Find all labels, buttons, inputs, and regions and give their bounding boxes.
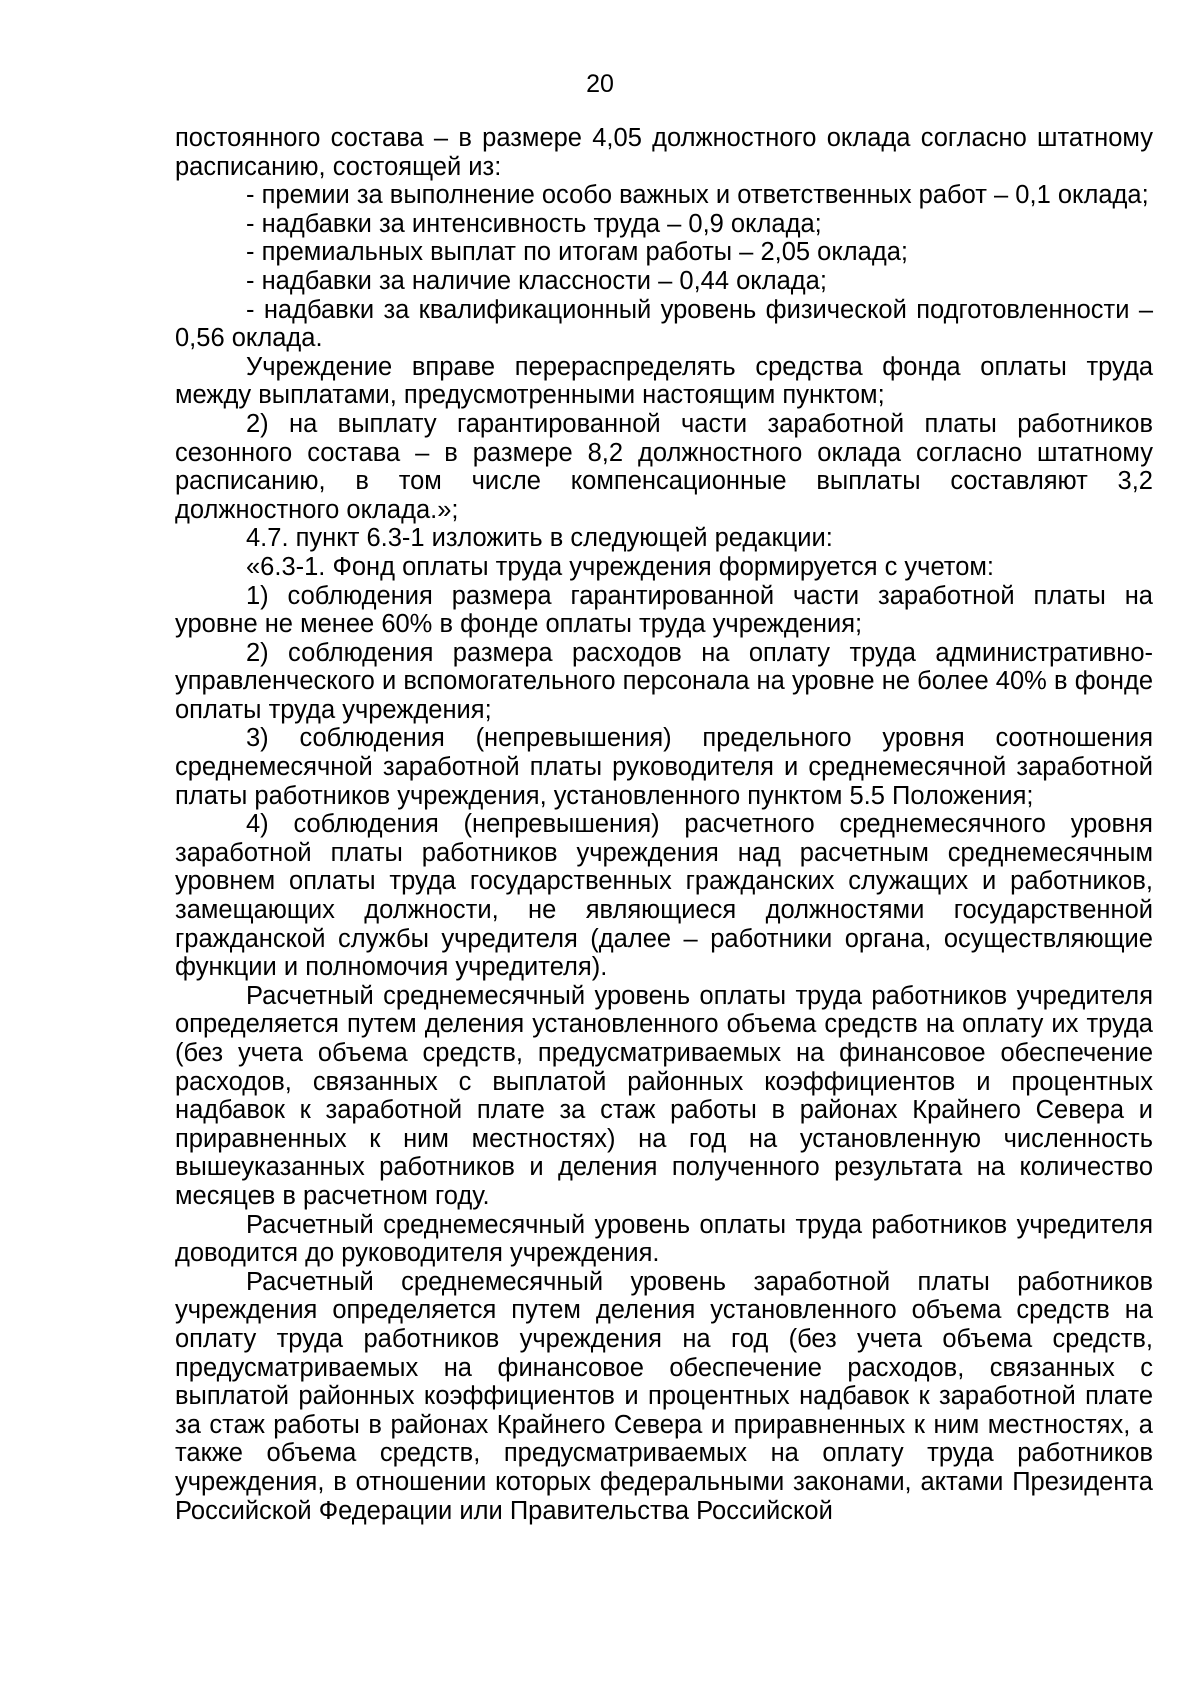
paragraph: 2) на выплату гарантированной части заработной платы работников сезонного состава – в размере 8,2 должностного оклада согласно штатному расписанию, в том числе компенсационные выплаты составляют 3,2 должностного оклада.»; [175, 409, 1153, 524]
paragraph: - надбавки за квалификационный уровень физической подготовленности – 0,56 оклада. [175, 295, 1153, 353]
paragraph: 3) соблюдения (непревышения) предельного уровня соотношения среднемесячной заработной платы руководителя и среднемесячной заработной платы работников учреждения, установленного пунктом 5.5 Положения; [175, 724, 1153, 810]
page-number: 20 [586, 70, 614, 98]
paragraph: 4) соблюдения (непревышения) расчетного среднемесячного уровня заработной платы работников учреждения над расчетным среднемесячным уровнем оплаты труда государственных гражданских служащих и работников, замещающих должности, не являющиеся должностями государственной гражданской службы учредителя (далее – работники органа, осуществляющие функции и полномочия учредителя). [175, 810, 1153, 982]
paragraph: «6.3-1. Фонд оплаты труда учреждения формируется с учетом: [246, 552, 994, 581]
paragraph: Расчетный среднемесячный уровень заработной платы работников учреждения определяется путем деления установленного объема средств на оплату труда работников учреждения на год (без учета объема средств, предусматриваемых на финансовое обеспечение расходов, связанных с выплатой районных коэффициентов и процентных надбавок к заработной плате за стаж работы в районах Крайнего Севера и приравненных к ним местностях, а также объема средств, предусматриваемых на оплату труда работников учреждения, в отношении которых федеральными законами, актами Президента Российской Федерации или Правительства Российской [175, 1267, 1153, 1525]
paragraph: 2) соблюдения размера расходов на оплату труда административно-управленческого и вспомогательного персонала на уровне не более 40% в фонде оплаты труда учреждения; [175, 638, 1153, 724]
paragraph: - премии за выполнение особо важных и ответственных работ – 0,1 оклада; [246, 181, 1149, 210]
paragraph: 4.7. пункт 6.3-1 изложить в следующей редакции: [246, 524, 833, 553]
paragraph: постоянного состава – в размере 4,05 должностного оклада согласно штатному расписанию, состоящей из: [175, 124, 1153, 181]
paragraph: Расчетный среднемесячный уровень оплаты труда работников учредителя доводится до руководителя учреждения. [175, 1210, 1153, 1268]
paragraph: - надбавки за наличие классности – 0,44 оклада; [246, 266, 827, 295]
paragraph: Учреждение вправе перераспределять средства фонда оплаты труда между выплатами, предусмотренными настоящим пунктом; [175, 352, 1153, 410]
paragraph: 1) соблюдения размера гарантированной части заработной платы на уровне не менее 60% в фонде оплаты труда учреждения; [175, 581, 1153, 639]
paragraph: Расчетный среднемесячный уровень оплаты труда работников учредителя определяется путем деления установленного объема средств на оплату их труда (без учета объема средств, предусматриваемых на финансовое обеспечение расходов, связанных с выплатой районных коэффициентов и процентных надбавок к заработной плате за стаж работы в районах Крайнего Севера и приравненных к ним местностях) на год на установленную численность вышеуказанных работников и деления полученного результата на количество месяцев в расчетном году. [175, 981, 1153, 1210]
paragraph: - надбавки за интенсивность труда – 0,9 оклада; [246, 209, 822, 238]
paragraph: - премиальных выплат по итогам работы – 2,05 оклада; [246, 238, 908, 267]
document-body [175, 124, 1153, 1525]
